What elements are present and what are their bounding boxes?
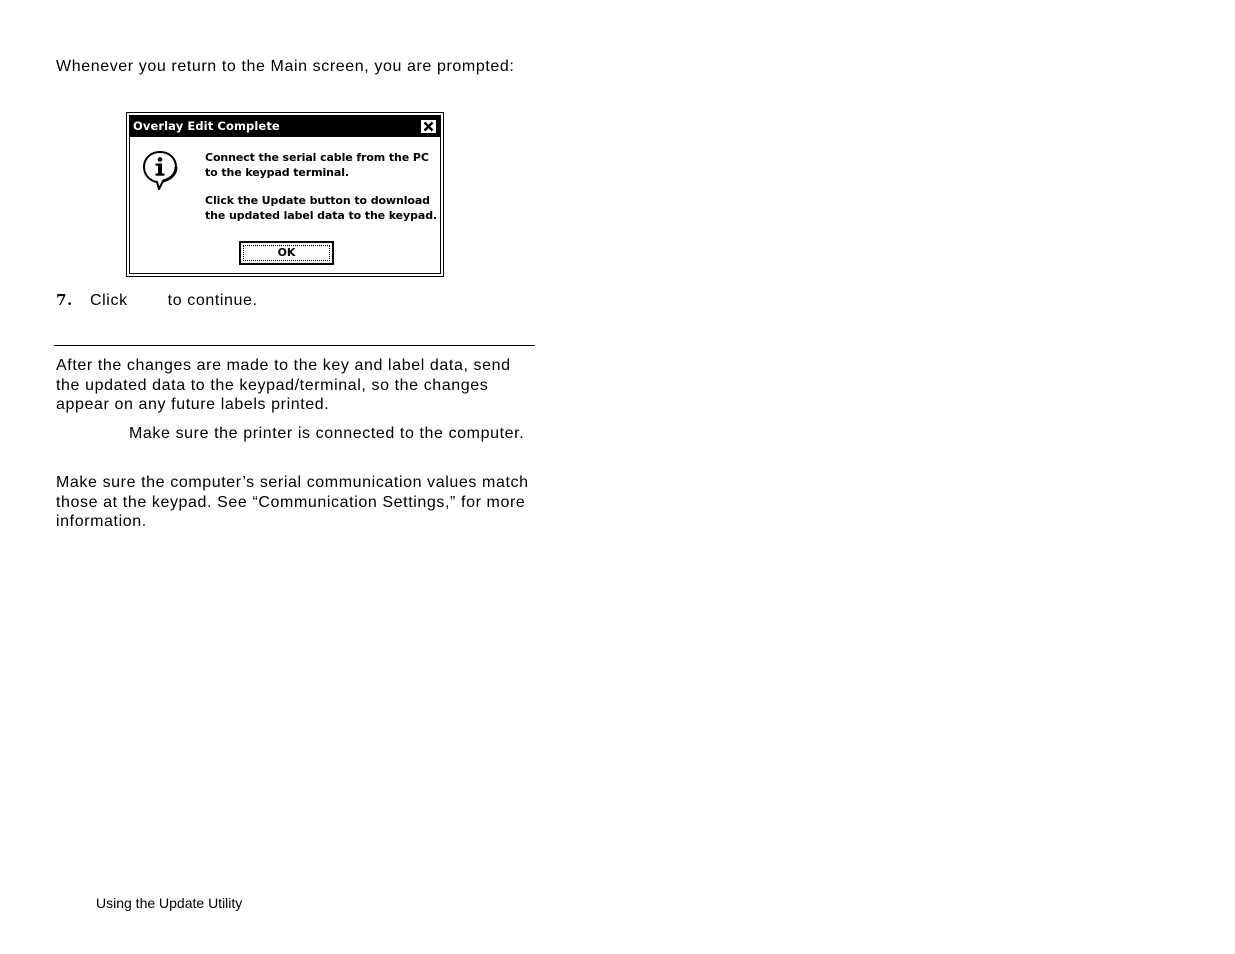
close-button[interactable] [420,119,437,134]
update-intro-paragraph: After the changes are made to the key and label data, send the updated data to the keypad/terminal, so the changes appear on any future labels printed. [56,357,511,413]
dialog-message-update: Click the Update button to download the updated label data to the keypad. [205,194,438,222]
dialog-message-connect: Connect the serial cable from the PC to the keypad terminal. [205,151,429,179]
dialog-title: Overlay Edit Complete [133,119,280,133]
close-icon [421,120,436,133]
step-text-after: to continue. [167,292,258,309]
ok-button-label: OK [243,245,330,261]
intro-paragraph: Whenever you return to the Main screen, you are prompted: [56,58,515,75]
serial-settings-paragraph: Make sure the computer’s serial communication values match those at the keypad. See “Communication Settings,” for more information. [56,474,529,530]
dialog-frame [129,115,441,274]
printer-note: Make sure the printer is connected to the computer. [129,425,525,442]
section-divider [54,345,535,346]
overlay-edit-complete-dialog [126,112,444,277]
step-number: 7. [56,291,73,309]
info-icon [142,150,178,190]
step-text-before: Click [90,292,128,309]
ok-button[interactable] [239,241,334,265]
step-7 [56,291,258,311]
dialog-title-bar [130,116,440,137]
page-footer: Using the Update Utility [96,895,243,911]
